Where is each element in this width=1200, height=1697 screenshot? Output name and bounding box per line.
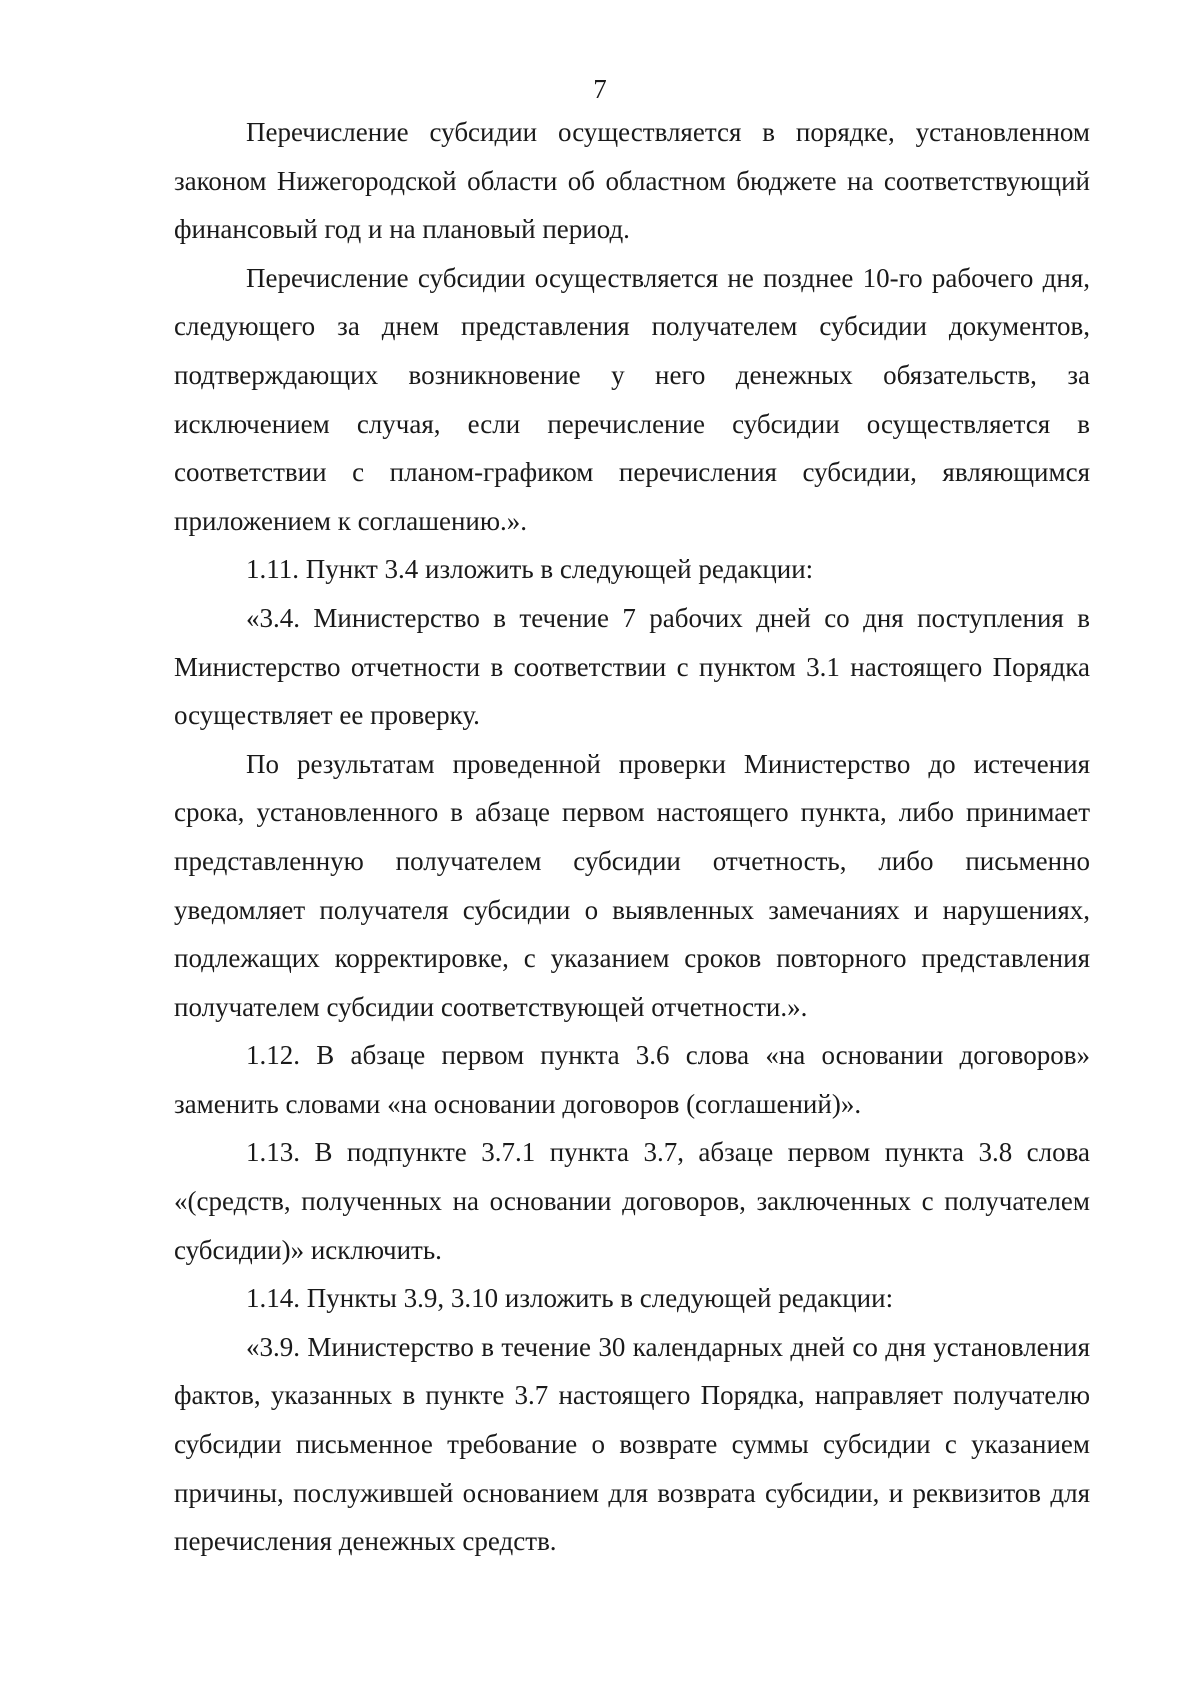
paragraph-6: 1.12. В абзаце первом пункта 3.6 слова «на основании договоров» заменить словами «на основании договоров (соглашений)».: [174, 1040, 1090, 1119]
page-number: 7: [593, 74, 607, 104]
paragraph-2: Перечисление субсидии осуществляется не позднее 10-го рабочего дня, следующего за днем представления получателем субсидии документов, подтверждающих возникновение у него денежных обязательств, за исключением случая, если перечисление субсидии осуществляется в соответствии с планом-графиком перечисления субсидии, являющимся приложением к соглашению.».: [174, 262, 1090, 536]
document-body: [174, 108, 1090, 1566]
paragraph-5: По результатам проведенной проверки Министерство до истечения срока, установленного в абзаце первом настоящего пункта, либо принимает представленную получателем субсидии отчетность, либо письменно уведомляет получателя субсидии о выявленных замечаниях и нарушениях, подлежащих корректировке, с указанием сроков повторного представления получателем субсидии соответствующей отчетности.».: [174, 748, 1090, 1022]
paragraph-3: 1.11. Пункт 3.4 изложить в следующей редакции:: [246, 554, 814, 585]
paragraph-9: «3.9. Министерство в течение 30 календарных дней со дня установления фактов, указанных в пункте 3.7 настоящего Порядка, направляет получателю субсидии письменное требование о возврате суммы субсидии с указанием причины, послужившей основанием для возврата субсидии, и реквизитов для перечисления денежных средств.: [174, 1331, 1090, 1557]
paragraph-1: Перечисление субсидии осуществляется в порядке, установленном законом Нижегородской области об областном бюджете на соответствующий финансовый год и на плановый период.: [174, 117, 1090, 245]
paragraph-8: 1.14. Пункты 3.9, 3.10 изложить в следующей редакции:: [246, 1283, 894, 1314]
paragraph-7: 1.13. В подпункте 3.7.1 пункта 3.7, абзаце первом пункта 3.8 слова «(средств, полученных на основании договоров, заключенных с получателем субсидии)» исключить.: [174, 1137, 1090, 1265]
paragraph-4: «3.4. Министерство в течение 7 рабочих дней со дня поступления в Министерство отчетности в соответствии с пунктом 3.1 настоящего Порядка осуществляет ее проверку.: [174, 602, 1090, 731]
